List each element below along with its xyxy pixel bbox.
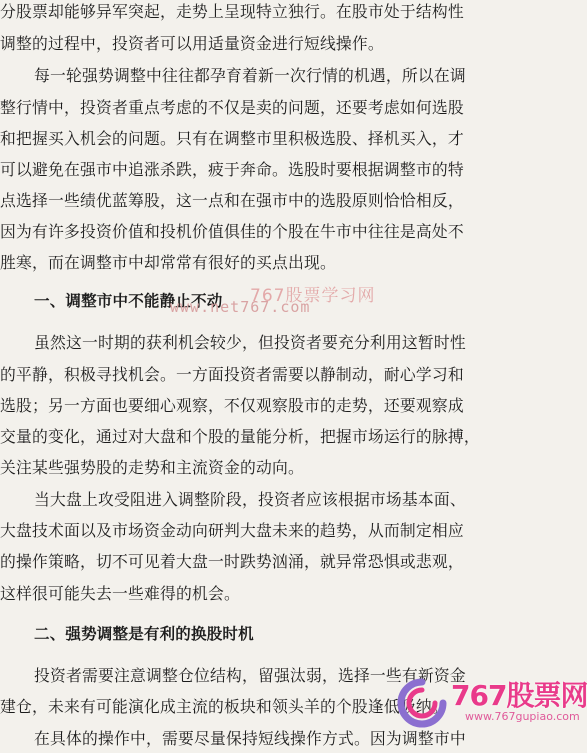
text-line: 因为有许多投资价值和投机价值俱佳的个股在牛市中往往是高处不 <box>0 222 464 241</box>
paragraph-start: 在具体的操作中，需要尽量保持短线操作方式。因为调整市中 <box>34 729 466 748</box>
text-line: 的操作策略，切不可见着大盘一时跌势汹涌，就异常恐惧或悲观， <box>0 552 464 571</box>
section-heading-2: 二、强势调整是有利的换股时机 <box>34 625 254 643</box>
text-line: 调整的过程中，投资者可以用适量资金进行短线操作。 <box>0 34 384 53</box>
text-line: 分股票却能够异军突起，走势上呈现特立独行。在股市处于结构性 <box>0 2 464 21</box>
paragraph-start: 虽然这一时期的获利机会较少，但投资者要充分利用这暂时性 <box>34 333 466 352</box>
text-line: 交量的变化，通过对大盘和个股的量能分析，把握市场运行的脉搏， <box>0 427 480 446</box>
text-line: 选股；另一方面也要细心观察，不仅观察股市的走势，还要观察成 <box>0 396 464 415</box>
paragraph-start: 当大盘上攻受阻进入调整阶段，投资者应该根据市场基本面、 <box>34 490 466 509</box>
text-line: 整行情中，投资者重点考虑的不仅是卖的问题，还要考虑如何选股 <box>0 98 464 117</box>
watermark-title: 767股票学习网 <box>250 286 376 306</box>
paragraph-start: 投资者需要注意调整仓位结构，留强汰弱，选择一些有新资金 <box>34 666 466 685</box>
text-line: 的平静，积极寻找机会。一方面投资者需要以静制动，耐心学习和 <box>0 365 464 384</box>
section-heading-1: 一、调整市中不能静止不动 <box>34 292 223 310</box>
text-line: 建仓，未来有可能演化成主流的板块和领头羊的个股逢低吸纳。 <box>0 697 448 716</box>
text-line: 点选择一些绩优蓝筹股，这一点和在强市中的选股原则恰恰相反， <box>0 191 464 210</box>
text-line: 可以避免在强市中追涨杀跌，疲于奔命。选股时要根据调整市的特 <box>0 160 464 179</box>
text-line: 和把握买入机会的问题。只有在调整市里积极选股、择机买入，才 <box>0 129 464 148</box>
text-line: 胜寒，而在调整市中却常常有很好的买点出现。 <box>0 253 336 272</box>
logo-arc-icon <box>395 676 449 730</box>
logo-url: www.767gupiao.com <box>465 710 580 723</box>
site-logo <box>395 666 587 752</box>
text-line: 关注某些强势股的走势和主流资金的动向。 <box>0 458 304 477</box>
logo-text: 767股票网 <box>451 679 587 712</box>
text-line: 这样很可能失去一些难得的机会。 <box>0 584 240 603</box>
text-line: 大盘技术面以及市场资金动向研判大盘未来的趋势，从而制定相应 <box>0 521 464 540</box>
watermark-url: www.net767.com <box>170 298 311 316</box>
paragraph-start: 每一轮强势调整中往往都孕育着新一次行情的机遇，所以在调 <box>34 66 466 85</box>
